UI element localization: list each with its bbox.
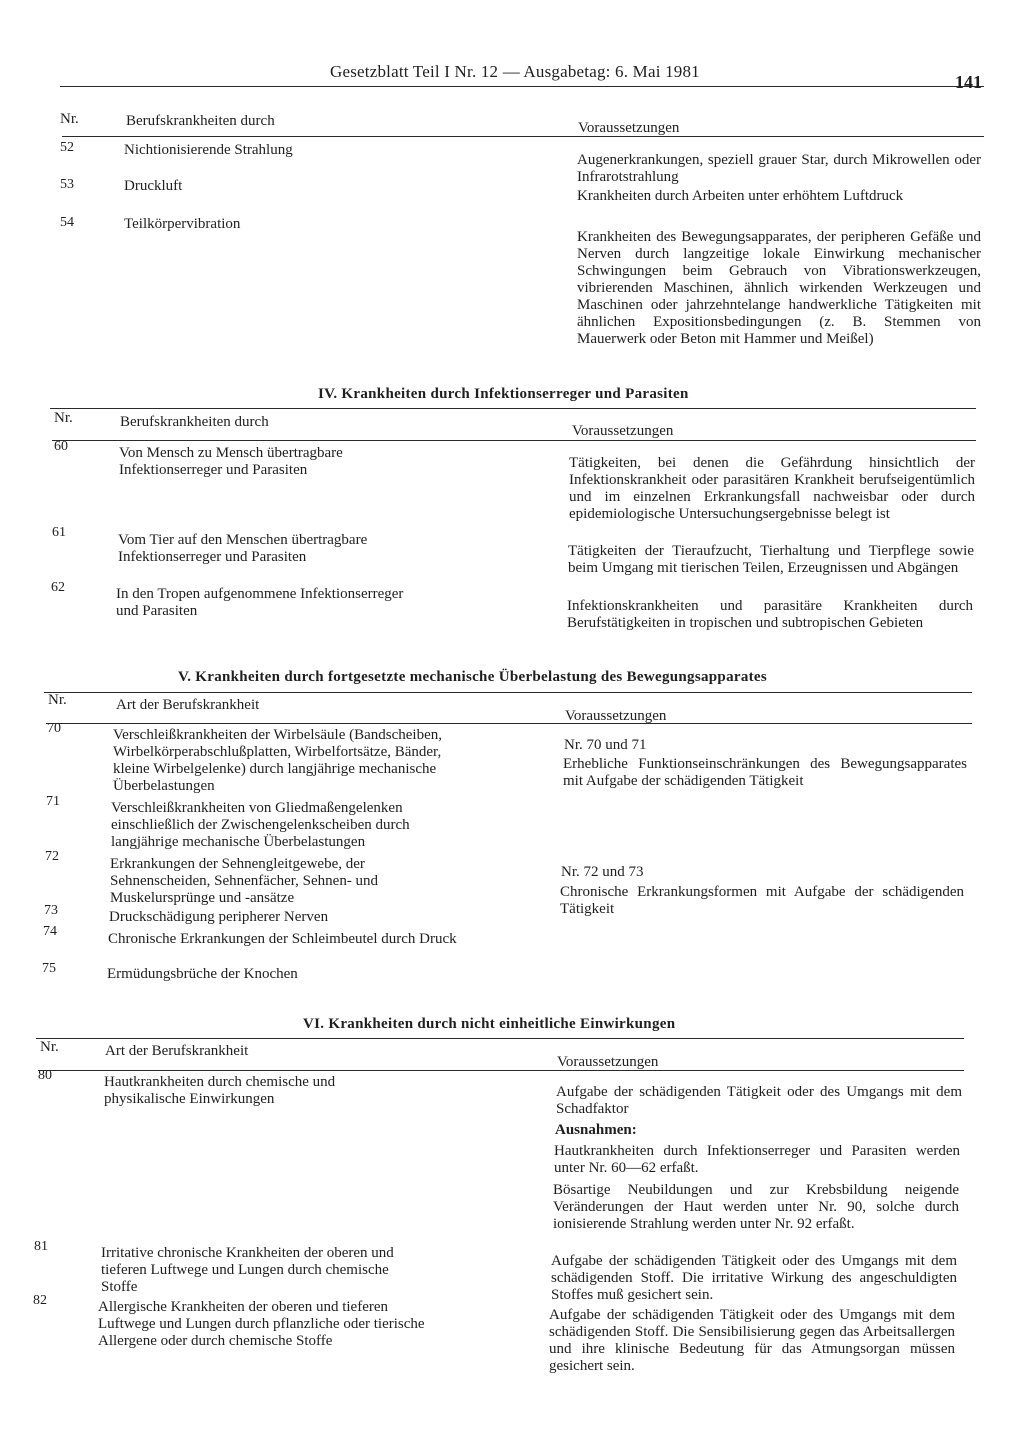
- section4-row-conditions: Infektionskrankheiten und parasitäre Krankheiten durch Berufstätigkeiten in tropischen und subtropischen Gebieten: [567, 598, 973, 631]
- section4-row-disease: Vom Tier auf den Menschen übertragbare Infektionserreger und Parasiten: [118, 532, 368, 565]
- section5-col-disease: Art der Berufskrankheit: [116, 697, 260, 713]
- table1-col-disease: Berufskrankheiten durch: [126, 113, 275, 129]
- table1-row-disease: Teilkörpervibration: [124, 216, 241, 232]
- section4-col-nr: Nr.: [54, 410, 73, 426]
- table1-col-nr: Nr.: [60, 111, 79, 127]
- section6-row-conditions: Aufgabe der schädigenden Tätigkeit oder des Umgangs mit dem Schadfaktor: [556, 1084, 962, 1117]
- table1-row-disease: Druckluft: [124, 178, 183, 194]
- section-heading: VI. Krankheiten durch nicht einheitliche Einwirkungen: [303, 1016, 676, 1032]
- section4-row-nr: 62: [51, 580, 65, 595]
- section6-col-conditions: Voraussetzungen: [557, 1054, 659, 1070]
- header-title: Gesetzblatt Teil I Nr. 12 — Ausgabetag: 6. Mai 1981: [330, 62, 700, 81]
- table1-row-conditions: Krankheiten des Bewegungsapparates, der peripheren Gefäße und Nerven durch langzeitige lokale Einwirkung mechanischer Schwingungen beim Gebrauch von Vibrationswerkzeugen, vibrierenden Maschinen, ähnlich wirkenden Werkzeugen und Maschinen oder jahrzehntelange handwerkliche Tätigkeiten mit ähnlichen Expositionsbedingungen (z. B. Stemmen von Mauerwerk oder Beton mit Hammer und Meißel): [577, 229, 981, 347]
- section5-row-disease: Druckschädigung peripherer Nerven: [109, 909, 329, 925]
- section5-row-nr: 72: [45, 849, 59, 864]
- table1-row-nr: 54: [60, 215, 74, 230]
- section5-row-nr: 73: [44, 903, 58, 918]
- section4-row-conditions: Tätigkeiten, bei denen die Gefährdung hinsichtlich der Infektionskrankheit oder parasitären Krankheit berufseigentümlich und im einzelnen Erkrankungsfall nachweisbar oder durch epidemiologische Untersuchungsergebnisse belegt ist: [569, 455, 975, 522]
- section4-col-conditions: Voraussetzungen: [572, 423, 674, 439]
- section5-row-nr: 74: [43, 924, 57, 939]
- section-heading: V. Krankheiten durch fortgesetzte mechanische Überbelastung des Bewegungsapparates: [178, 669, 768, 685]
- section6-col-nr: Nr.: [40, 1039, 59, 1055]
- section5-row-nr: 70: [47, 721, 61, 736]
- section5-col-conditions: Voraussetzungen: [565, 708, 667, 724]
- section6-exceptions-label: Ausnahmen:: [555, 1122, 637, 1138]
- section6-row-disease: Allergische Krankheiten der oberen und tieferen Luftwege und Lungen durch pflanzliche oder tierische Allergene oder durch chemische Stoffe: [98, 1299, 425, 1349]
- section4-col-disease: Berufskrankheiten durch: [120, 414, 269, 430]
- table1-header-rule: [62, 136, 984, 137]
- section5-col-nr: Nr.: [48, 692, 67, 708]
- table1-row-nr: 52: [60, 140, 74, 155]
- section5-row-disease: Ermüdungsbrüche der Knochen: [107, 966, 298, 982]
- section5-header-rule: [46, 723, 972, 724]
- section4-row-disease: Von Mensch zu Mensch übertragbare Infektionserreger und Parasiten: [119, 445, 343, 478]
- section6-row-nr: 81: [34, 1239, 48, 1254]
- section5-conditions-b-text: Chronische Erkrankungsformen mit Aufgabe der schädigenden Tätigkeit: [560, 884, 964, 917]
- section5-row-disease: Chronische Erkrankungen der Schleimbeutel durch Druck: [108, 931, 457, 947]
- section6-row-disease: Irritative chronische Krankheiten der oberen und tieferen Luftwege und Lungen durch chemische Stoffe: [101, 1245, 394, 1295]
- section4-top-rule: [50, 408, 976, 409]
- section4-row-nr: 60: [54, 439, 68, 454]
- section4-header-rule: [52, 440, 976, 441]
- page-header: [60, 62, 984, 92]
- section6-exception-2: Bösartige Neubildungen und zur Krebsbildung neigende Veränderungen der Haut werden unter Nr. 90, solche durch ionisierende Strahlung werden unter Nr. 92 erfaßt.: [553, 1182, 959, 1232]
- table1-row-conditions: Krankheiten durch Arbeiten unter erhöhtem Luftdruck: [577, 188, 904, 204]
- section5-row-nr: 71: [46, 794, 60, 809]
- section6-row-disease: Hautkrankheiten durch chemische und physikalische Einwirkungen: [104, 1074, 336, 1107]
- section5-conditions-a-text: Erhebliche Funktionseinschränkungen des Bewegungsapparates mit Aufgabe der schädigenden Tätigkeit: [563, 756, 967, 789]
- section-heading: IV. Krankheiten durch Infektionserreger und Parasiten: [318, 386, 689, 402]
- section5-conditions-a-title: Nr. 70 und 71: [564, 737, 647, 753]
- table1-row-nr: 53: [60, 177, 74, 192]
- section6-row-conditions: Aufgabe der schädigenden Tätigkeit oder des Umgangs mit dem schädigenden Stoff. Die irritative Wirkung des angeschuldigten Stoffes muß gesichert sein.: [551, 1253, 957, 1303]
- table1-col-conditions: Voraussetzungen: [578, 120, 680, 136]
- section6-row-nr: 82: [33, 1293, 47, 1308]
- section5-row-nr: 75: [42, 961, 56, 976]
- section6-top-rule: [36, 1038, 964, 1039]
- section4-row-disease: In den Tropen aufgenommene Infektionserreger und Parasiten: [116, 586, 404, 619]
- section4-row-nr: 61: [52, 525, 66, 540]
- section6-exception-1: Hautkrankheiten durch Infektionserreger und Parasiten werden unter Nr. 60—62 erfaßt.: [554, 1143, 960, 1176]
- section6-header-rule: [38, 1070, 964, 1071]
- section5-top-rule: [44, 692, 972, 693]
- section5-row-disease: Verschleißkrankheiten von Gliedmaßengelenken einschließlich der Zwischengelenkscheiben durch langjährige mechanische Überbelastungen: [111, 800, 410, 850]
- section6-row-nr: 80: [38, 1068, 52, 1083]
- page-number: 141: [955, 72, 982, 92]
- section6-row-conditions: Aufgabe der schädigenden Tätigkeit oder des Umgangs mit dem schädigenden Stoff. Die Sensibilisierung gegen das Arbeitsallergen und ihre klinische Bedeutung für das Atmungsorgan müssen gesichert sein.: [549, 1307, 955, 1374]
- section6-col-disease: Art der Berufskrankheit: [105, 1043, 249, 1059]
- section5-row-disease: Erkrankungen der Sehnengleitgewebe, der Sehnenscheiden, Sehnenfächer, Sehnen- und Muskelursprünge und -ansätze: [110, 856, 379, 906]
- table1-row-disease: Nichtionisierende Strahlung: [124, 142, 293, 158]
- table1-row-conditions: Augenerkrankungen, speziell grauer Star, durch Mikrowellen oder Infrarotstrahlung: [577, 152, 981, 185]
- section5-conditions-b-title: Nr. 72 und 73: [561, 864, 644, 880]
- section5-row-disease: Verschleißkrankheiten der Wirbelsäule (Bandscheiben, Wirbelkörperabschlußplatten, Wirbelfortsätze, Bänder, kleine Wirbelgelenke) durch langjährige mechanische Überbelastungen: [113, 727, 442, 794]
- section4-row-conditions: Tätigkeiten der Tieraufzucht, Tierhaltung und Tierpflege sowie beim Umgang mit tierischen Teilen, Erzeugnissen und Abgängen: [568, 543, 974, 576]
